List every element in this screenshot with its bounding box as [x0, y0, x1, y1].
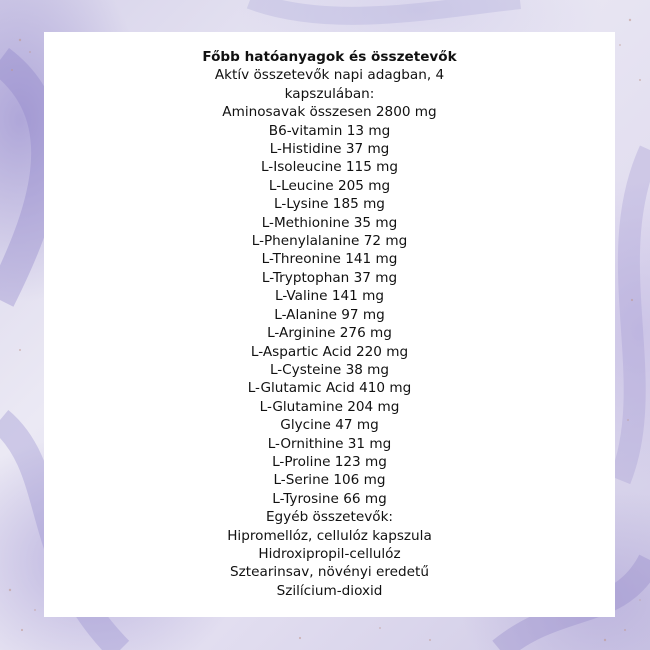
- ingredient-line: L-Cysteine 38 mg: [269, 361, 390, 378]
- ingredient-line: L-Histidine 37 mg: [269, 141, 390, 158]
- other-ingredient-line: Hidroxipropil-cellulóz: [258, 545, 401, 562]
- ingredient-line: L-Serine 106 mg: [273, 472, 386, 489]
- ingredient-line: L-Tryptophan 37 mg: [261, 269, 398, 286]
- intro-text: kapszulában:: [284, 85, 375, 102]
- ingredient-line: L-Tyrosine 66 mg: [272, 490, 387, 507]
- ingredients-text: [44, 48, 615, 600]
- other-ingredient-line: Szilícium-dioxid: [276, 582, 383, 599]
- page-title: Főbb hatóanyagok és összetevők: [202, 49, 457, 65]
- ingredient-line: L-Aspartic Acid 220 mg: [250, 343, 409, 360]
- ingredient-line: L-Glutamine 204 mg: [259, 398, 400, 415]
- ingredient-line: B6-vitamin 13 mg: [268, 122, 391, 139]
- ingredient-line: L-Proline 123 mg: [272, 453, 387, 470]
- ingredient-line: L-Valine 141 mg: [274, 288, 384, 305]
- ingredient-line: L-Phenylalanine 72 mg: [251, 233, 408, 250]
- ingredient-line: L-Alanine 97 mg: [274, 306, 385, 323]
- ingredient-line: L-Leucine 205 mg: [268, 177, 391, 194]
- ingredient-line: L-Methionine 35 mg: [261, 214, 398, 231]
- ingredient-line: L-Isoleucine 115 mg: [260, 159, 399, 176]
- ingredient-line: L-Glutamic Acid 410 mg: [247, 380, 412, 397]
- ingredient-line: L-Threonine 141 mg: [261, 251, 398, 268]
- ingredient-line: Glycine 47 mg: [280, 417, 379, 434]
- ingredient-line: L-Ornithine 31 mg: [267, 435, 392, 452]
- other-ingredient-line: Sztearinsav, növényi eredetű: [230, 564, 429, 581]
- ingredient-line: Aminosavak összesen 2800 mg: [222, 104, 437, 121]
- other-ingredients-heading: Egyéb összetevők:: [265, 509, 394, 526]
- ingredient-line: L-Lysine 185 mg: [274, 196, 385, 213]
- intro-text: Aktív összetevők napi adagban, 4: [214, 67, 445, 84]
- ingredients-card: [44, 32, 615, 617]
- ingredient-line: L-Arginine 276 mg: [267, 325, 392, 342]
- other-ingredient-line: Hipromellóz, cellulóz kapszula: [227, 527, 432, 544]
